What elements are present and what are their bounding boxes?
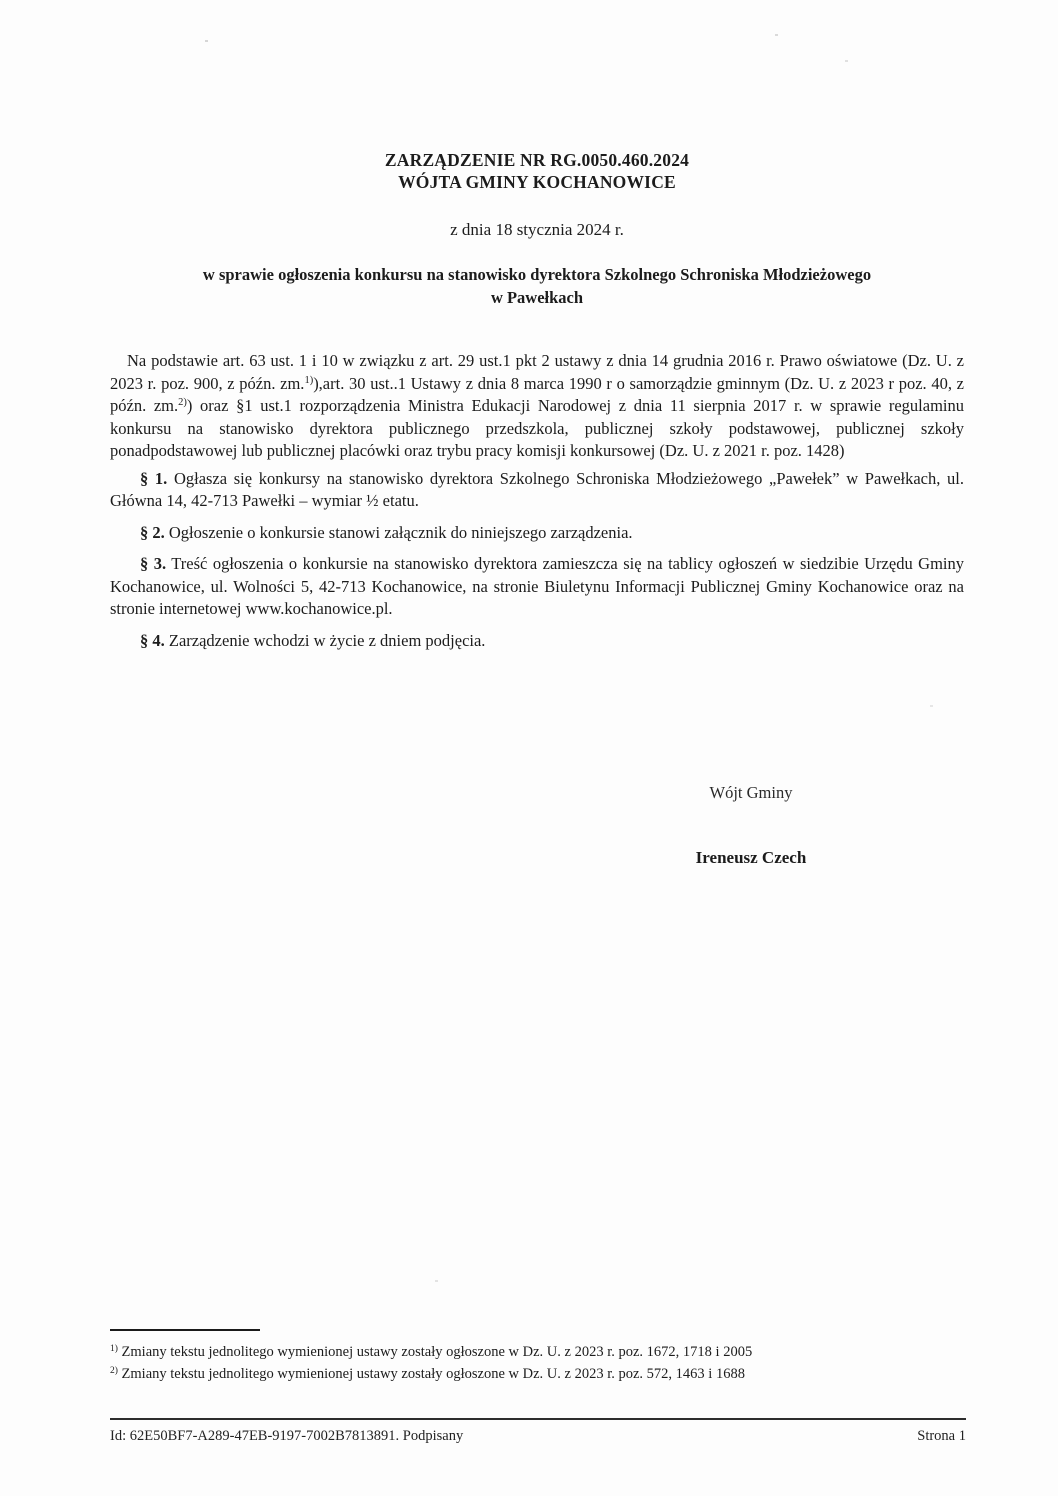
footnote-separator-rule [110, 1329, 260, 1331]
footnote-2 [110, 1364, 964, 1386]
footnote-marker-1: 1) [110, 1344, 118, 1354]
section-text: Treść ogłoszenia o konkursie na stanowisko dyrektora zamieszcza się na tablicy ogłoszeń w siedzibie Urzędu Gminy Kochanowice, ul. Wolności 5, 42-713 Kochanowice, na stronie Biuletynu Informacji Publicznej Gminy Kochanowice oraz na stronie internetowej www.kochanowice.pl. [110, 554, 965, 618]
section-label: § 3. [140, 554, 167, 573]
footnotes-block [110, 1329, 964, 1385]
legal-basis-segment-3: ) oraz §1 ust.1 rozporządzenia Ministra Edukacji Narodowej z dnia 11 sierpnia 2017 r. w sprawie regulaminu konkursu na stanowisko dyrektora publicznego przedszkola, publicznej szkoły podstawowej, publicznej szkoły ponadpodstawowej lub publicznej placówki oraz trybu pracy komisji konkursowej (Dz. U. z 2021 r. poz. 1428) [110, 396, 964, 460]
document-subject [110, 263, 964, 309]
document-id-text: Id: 62E50BF7-A289-47EB-9197-7002B7813891. Podpisany [110, 1428, 464, 1444]
section-paragraph-3 [110, 553, 964, 621]
document-number-title: ZARZĄDZENIE NR RG.0050.460.2024 [384, 150, 690, 170]
document-issuer-title: WÓJTA GMINY KOCHANOWICE [398, 172, 676, 192]
legal-basis-segment-2: ),art. 30 ust..1 Ustawy z dnia 8 marca 1990 r o samorządzie gminnym (Dz. U. z 2023 r poz. 40, z późn. zm. [110, 373, 964, 415]
document-date: z dnia 18 stycznia 2024 r. [450, 220, 624, 239]
page-number-text: Strona 1 [917, 1428, 966, 1444]
footnote-text-1: Zmiany tekstu jednolitego wymienionej ustawy zostały ogłoszone w Dz. U. z 2023 r. poz. 1672, 1718 i 2005 [121, 1344, 753, 1360]
section-text: Ogłoszenie o konkursie stanowi załącznik do niniejszego zarządzenia. [168, 522, 633, 542]
section-label: § 1. [140, 468, 168, 488]
section-text: Zarządzenie wchodzi w życie z dniem podjęcia. [168, 630, 486, 650]
footnote-reference-1: 1) [304, 374, 314, 386]
legal-basis-paragraph [110, 350, 964, 463]
footnote-1 [110, 1342, 964, 1364]
section-label: § 2. [140, 522, 165, 542]
document-content [110, 0, 964, 652]
subject-line-1: w sprawie ogłoszenia konkursu na stanowisko dyrektora Szkolnego Schroniska Młodzieżowego [202, 265, 872, 284]
section-label: § 4. [140, 630, 165, 650]
footnote-marker-2: 2) [110, 1365, 118, 1376]
section-paragraph-1 [110, 468, 964, 513]
subject-line-2: w Pawełkach [490, 288, 584, 307]
section-paragraph-4 [110, 630, 964, 653]
signature-role: Wójt Gminy [709, 783, 793, 802]
signature-block [648, 782, 854, 869]
footnote-text-2: Zmiany tekstu jednolitego wymienionej ustawy zostały ogłoszone w Dz. U. z 2023 r. poz. 572, 1463 i 1688 [121, 1365, 745, 1382]
section-paragraph-2 [110, 522, 964, 545]
document-heading [110, 149, 964, 193]
section-text: Ogłasza się konkursy na stanowisko dyrektora Szkolnego Schroniska Młodzieżowego „Pawełek” w Pawełkach, ul. Główna 14, 42-713 Pawełki – wymiar ½ etatu. [110, 468, 964, 510]
legal-basis-segment-1: Na podstawie art. 63 ust. 1 i 10 w związku z art. 29 ust.1 pkt 2 ustawy z dnia 14 grudnia 2016 r. Prawo oświatowe (Dz. U. z 2023 r. poz. 900, z późn. zm. [110, 351, 964, 393]
signature-name: Ireneusz Czech [695, 848, 807, 867]
footnote-reference-2: 2) [178, 397, 187, 408]
page-footer [110, 1418, 966, 1445]
